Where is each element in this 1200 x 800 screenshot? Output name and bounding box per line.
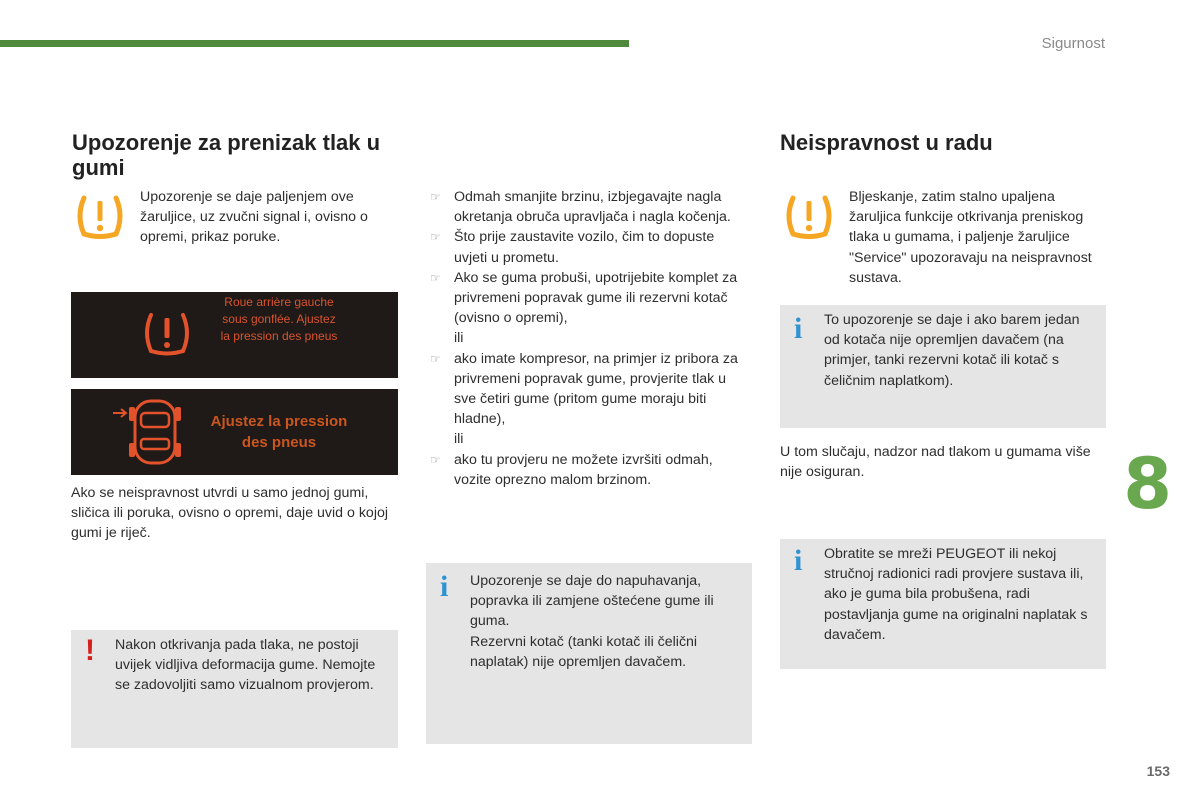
info-box xyxy=(780,539,1106,669)
pointing-hand-icon: ☞ xyxy=(430,270,441,285)
list-item: ☞ Ako se guma probuši, upotrijebite komplet za privremeni popravak gume ili rezervni kotač (ovisno o opremi), xyxy=(430,269,738,327)
info-box xyxy=(780,305,1106,428)
dashboard-display-message xyxy=(71,292,398,378)
pointing-hand-icon: ☞ xyxy=(430,190,441,204)
pointing-hand-icon: ☞ xyxy=(430,452,441,467)
car-tire-diagram-icon xyxy=(111,397,201,467)
list-item: ili xyxy=(454,431,464,448)
right-mid-text: U tom slučaju, nadzor nad tlakom u gumama više nije osiguran. xyxy=(780,444,1091,481)
info-box xyxy=(426,563,752,744)
left-intro-text: Upozorenje se daje paljenjem ove žaruljice, uz zvučni signal i, ovisno o opremi, prikaz poruke. xyxy=(140,189,368,246)
tire-pressure-warning-icon xyxy=(141,309,193,361)
warning-exclamation-icon: ! xyxy=(85,634,95,667)
section-label: Sigurnost xyxy=(1041,35,1105,52)
list-item: ☞ ako imate kompresor, na primjer iz pribora za privremeni popravak gume, provjerite tlak u sve četiri gume (pritom gume moraju biti hladne), xyxy=(430,350,738,428)
left-note-text: Ako se neispravnost utvrdi u samo jednoj gumi, sličica ili poruka, ovisno o opremi, daje uvid o kojoj gumi je riječ. xyxy=(71,485,389,542)
tire-pressure-warning-icon xyxy=(74,192,126,244)
tire-pressure-warning-icon xyxy=(783,192,835,244)
page-number: 153 xyxy=(1146,763,1170,779)
info-box-text: To upozorenje se daje i ako barem jedan od kotača nije opremljen davačem (na primjer, tanki rezervni kotač ili kotač s čeličnim naplatkom). xyxy=(824,312,1080,389)
info-icon: i xyxy=(794,312,803,345)
display-message-text: Roue arrière gauche sous gonflée. Ajustez la pression des pneus xyxy=(220,295,338,343)
list-item: ☞ ako tu provjeru ne možete izvršiti odmah, vozite oprezno malom brzinom. xyxy=(430,451,713,488)
pointing-hand-icon: ☞ xyxy=(430,351,441,366)
warning-box xyxy=(71,630,398,748)
pointing-hand-icon: ☞ xyxy=(430,230,441,245)
chapter-number: 8 xyxy=(1123,443,1172,525)
info-box-text-2: Rezervni kotač (tanki kotač ili čelični naplatak) nije opremljen davačem. xyxy=(470,634,698,671)
right-intro-text: Bljeskanje, zatim stalno upaljena žaruljica funkcije otkrivanja preniskog tlaka u gumama, i paljenje žaruljice "Service" upozoravaju na neispravnost sustava. xyxy=(849,189,1092,286)
info-icon: i xyxy=(440,570,449,603)
list-item: ☞ Što prije zaustavite vozilo, čim to dopuste uvjeti u prometu. xyxy=(430,229,715,266)
display-message-text: Ajustez la pression des pneus xyxy=(210,413,348,451)
warning-box-text: Nakon otkrivanja pada tlaka, ne postoji uvijek vidljiva deformacija gume. Nemojte se zadovoljiti samo vizualnom provjerom. xyxy=(115,637,376,694)
right-section-title: Neispravnost u radu xyxy=(780,130,993,155)
info-box-text-1: Upozorenje se daje do napuhavanja, popravka ili zamjene oštećene gume ili guma. xyxy=(470,573,714,630)
list-item: ☞ Odmah smanjite brzinu, izbjegavajte nagla okretanja obruča upravljača i nagla kočenja. xyxy=(430,189,731,226)
info-box-text: Obratite se mreži PEUGEOT ili nekoj stručnoj radionici radi provjere sustava ili, ako je guma bila probušena, radi postavljanja gume na originalni naplatak s davačem. xyxy=(824,546,1088,643)
dashboard-display-car-diagram xyxy=(71,389,398,475)
left-section-title: Upozorenje za prenizak tlak u gumi xyxy=(72,130,381,180)
header-accent-bar xyxy=(0,40,629,47)
list-item: ili xyxy=(454,330,464,347)
info-icon: i xyxy=(794,544,803,577)
action-steps-list xyxy=(426,187,751,490)
